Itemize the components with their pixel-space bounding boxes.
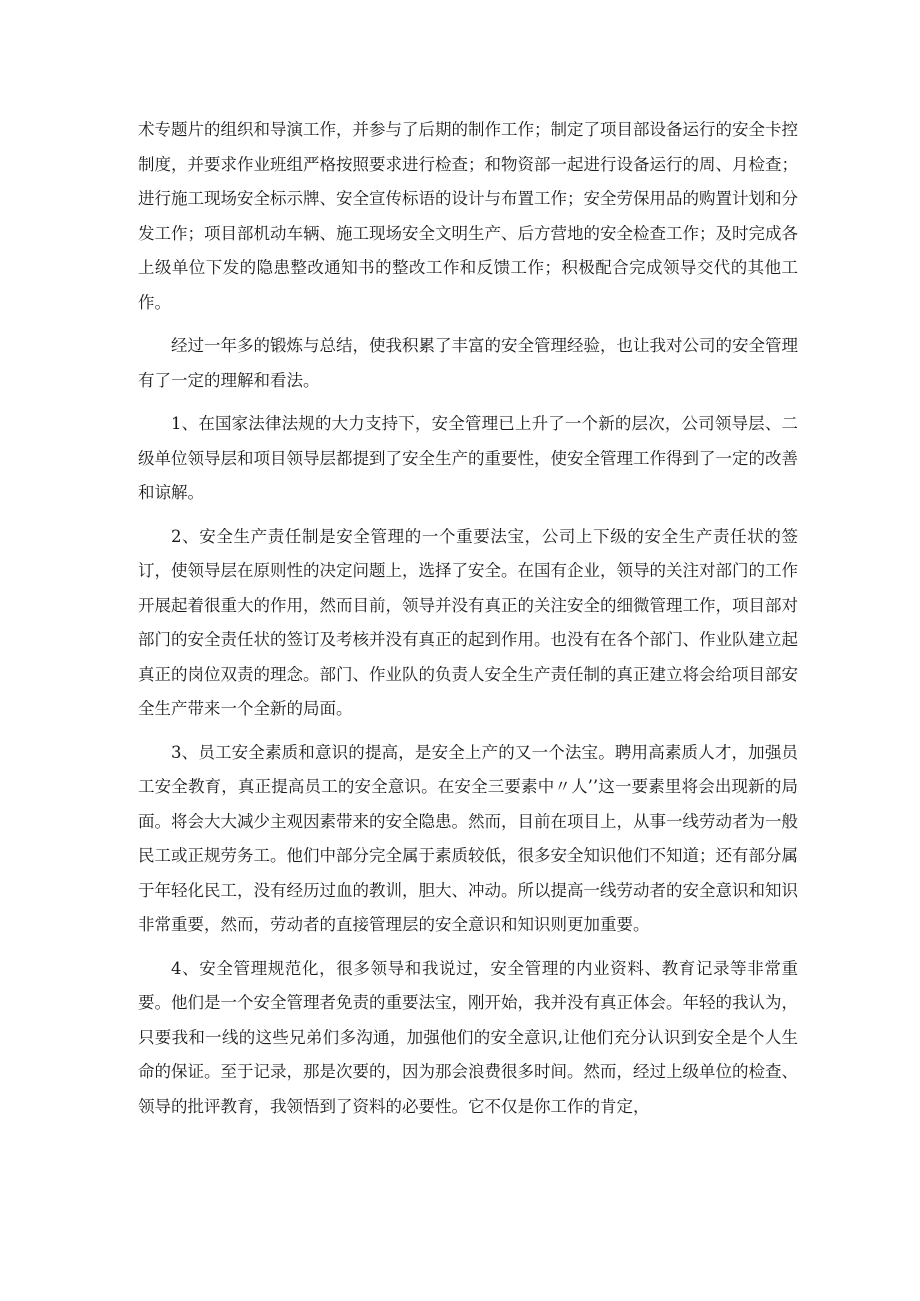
paragraph-point-2: 2、安全生产责任制是安全管理的一个重要法宝，公司上下级的安全生产责任状的签订，使领导层在原则性的决定问题上，选择了安全。在国有企业，领导的关注对部门的工作开展起着很重大的作用，然而目前，领导并没有真正的关注安全的细微管理工作，项目部对部门的安全责任状的签订及考核并没有真正的起到作用。也没有在各个部门、作业队建立起真正的岗位双责的理念。部门、作业队的负责人安全生产责任制的真正建立将会给项目部安全生产带来一个全新的局面。 [138,526,798,718]
paragraph-point-4: 4、安全管理规范化，很多领导和我说过，安全管理的内业资料、教育记录等非常重要。他们是一个安全管理者免责的重要法宝，刚开始，我并没有真正体会。年轻的我认为，只要我和一线的这些兄弟们多沟通，加强他们的安全意识,让他们充分认识到安全是个人生命的保证。至于记录，那是次要的，因为那会浪费很多时间。然而，经过上级单位的检查、领导的批评教育，我领悟到了资料的必要性。它不仅是你工作的肯定， [138,958,798,1116]
paragraph-point-1: 1、在国家法律法规的大力支持下，安全管理已上升了一个新的层次，公司领导层、二级单位领导层和项目领导层都提到了安全生产的重要性，使安全管理工作得到了一定的改善和谅解。 [138,414,798,502]
body-text [138,113,798,1133]
paragraph-point-3: 3、员工安全素质和意识的提高，是安全上产的又一个法宝。聘用高素质人才，加强员工安全教育，真正提高员工的安全意识。在安全三要素中〃人’’这一要素里将会出现新的局面。将会大大减少主观因素带来的安全隐患。然而，目前在项目上，从事一线劳动者为一般民工或正规劳务工。他们中部分完全属于素质较低，很多安全知识他们不知道；还有部分属于年轻化民工，没有经历过血的教训，胆大、冲动。所以提高一线劳动者的安全意识和知识非常重要，然而，劳动者的直接管理层的安全意识和知识则更加重要。 [138,742,798,934]
paragraph-work-duties: 术专题片的组织和导演工作，并参与了后期的制作工作；制定了项目部设备运行的安全卡控制度，并要求作业班组严格按照要求进行检查；和物资部一起进行设备运行的周、月检查；进行施工现场安全标示牌、安全宣传标语的设计与布置工作；安全劳保用品的购置计划和分发工作；项目部机动车辆、施工现场安全文明生产、后方营地的安全检查工作；及时完成各上级单位下发的隐患整改通知书的整改工作和反馈工作；积极配合完成领导交代的其他工作。 [138,120,798,312]
paragraph-experience-summary: 经过一年多的锻炼与总结，使我积累了丰富的安全管理经验，也让我对公司的安全管理有了一定的理解和看法。 [138,336,798,390]
